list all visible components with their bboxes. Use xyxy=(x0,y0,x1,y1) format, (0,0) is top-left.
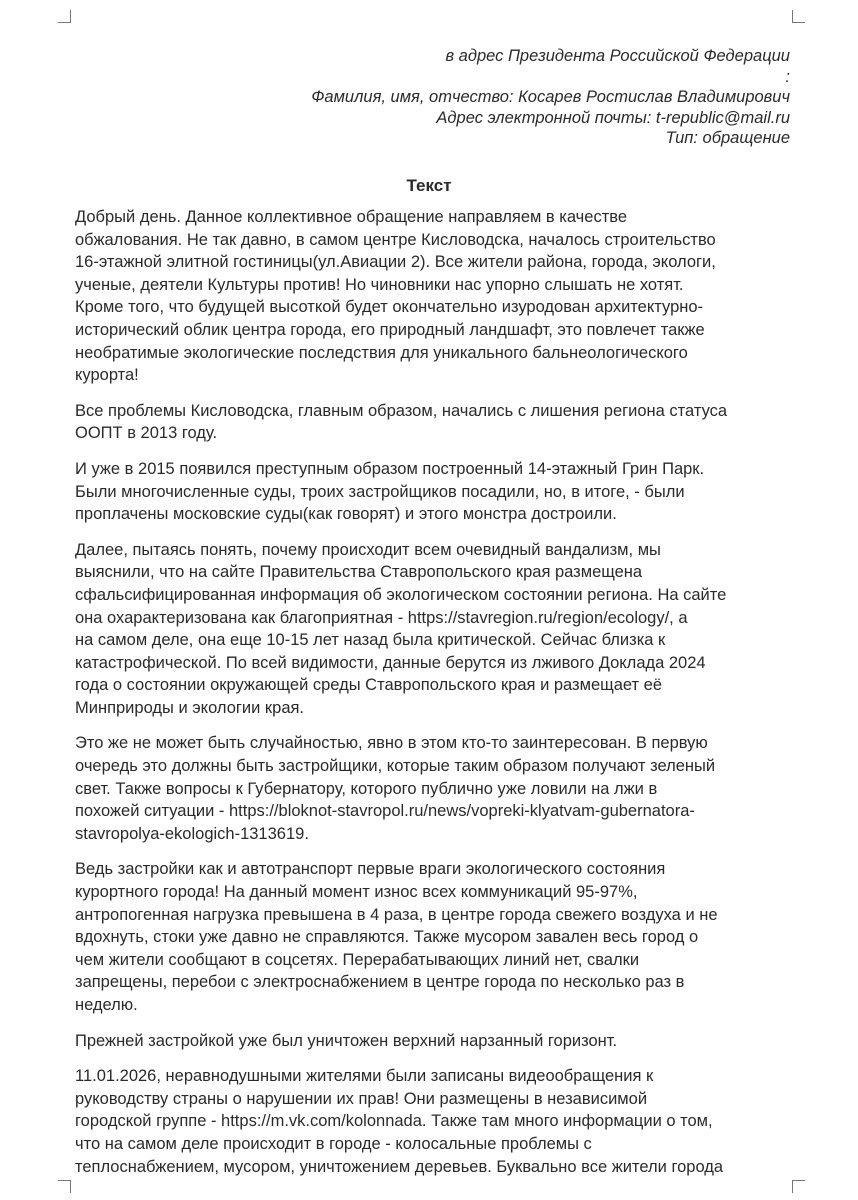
text-line: Ведь застройки как и автотранспорт первые враги экологического состояния xyxy=(75,860,666,879)
page-corner-mark xyxy=(792,10,805,23)
text-line: руководству страны о нарушении их прав! Они размещены в независимой xyxy=(75,1089,648,1108)
text-line: она охарактеризована как благоприятная - https://stavregion.ru/region/ecology/, а xyxy=(75,608,688,627)
text-line: Кроме того, что будущей высоткой будет окончательно изуродован архитектурно- xyxy=(75,298,704,317)
paragraph xyxy=(75,400,805,445)
header-addressee: в адрес Президента Российской Федерации xyxy=(445,47,790,65)
text-line: Добрый день. Данное коллективное обращение направляем в качестве xyxy=(75,208,628,226)
text-line: stavropolya-ekologich-1313619. xyxy=(75,824,309,843)
text-line: катастрофической. По всей видимости, данные берутся из лживого Доклада 2024 xyxy=(75,653,706,672)
text-line: Далее, пытаясь понять, почему происходит всем очевидный вандализм, мы xyxy=(75,540,661,559)
text-line: неделю. xyxy=(75,996,138,1014)
text-line: теплоснабжением, мусором, уничтожением деревьев. Буквально все жители города xyxy=(75,1157,724,1176)
text-line: курорта! xyxy=(75,366,139,385)
text-line: проплачены московские суды(как говорят) и этого монстра достроили. xyxy=(75,505,617,524)
text-line: городской группе - https://m.vk.com/kolonnada. Также там много информации о том, xyxy=(75,1112,713,1131)
text-line: 16-этажной элитной гостиницы(ул.Авиации 2). Все жители района, города, экологи, xyxy=(75,253,716,272)
text-line: Минприроды и экологии края. xyxy=(75,698,305,717)
paragraph xyxy=(75,858,805,1016)
paragraph xyxy=(75,458,805,526)
text-line: свет. Также вопросы к Губернатору, которого публично уже ловили на лжи в xyxy=(75,779,658,798)
text-line: Все проблемы Кисловодска, главным образом, начались с лишения региона статуса xyxy=(75,401,728,420)
paragraph xyxy=(75,539,805,720)
text-line: запрещены, перебои с электроснабжением в центре города по несколько раз в xyxy=(75,973,685,992)
paragraph xyxy=(75,1065,805,1178)
text-line: Это же не может быть случайностью, явно в этом кто-то заинтересован. В первую xyxy=(75,734,708,753)
paragraph xyxy=(75,732,805,845)
text-line: обжалования. Не так давно, в самом центре Кисловодска, началось строительство xyxy=(75,230,716,249)
header-full-name: Фамилия, имя, отчество: Косарев Ростислав Владимирович xyxy=(311,88,790,106)
addressee-header xyxy=(311,46,790,149)
text-line: И уже в 2015 появился преступным образом построенный 14-этажный Грин Парк. xyxy=(75,459,705,478)
text-line: ООПТ в 2013 году. xyxy=(75,424,218,443)
header-type: Тип: обращение xyxy=(665,129,790,147)
text-line: ученые, деятели Культуры против! Но чиновники нас упорно слышать не хотят. xyxy=(75,275,684,294)
header-colon: : xyxy=(785,67,790,86)
document-body xyxy=(75,206,805,1191)
text-line: похожей ситуации - https://bloknot-stavropol.ru/news/vopreki-klyatvam-gubernatora- xyxy=(75,802,695,821)
paragraph xyxy=(75,1030,805,1053)
text-line: на самом деле, она еще 10-15 лет назад была критической. Сейчас близка к xyxy=(75,631,666,650)
text-line: необратимые экологические последствия для уникального бальнеологического xyxy=(75,343,688,362)
page-corner-mark xyxy=(58,10,71,23)
document-title: Текст xyxy=(406,176,452,195)
text-line: вдохнуть, стоки уже давно не справляются. Также мусором завален весь город о xyxy=(75,928,699,947)
text-line: чем жители сообщают в соцсетях. Перерабатывающих линий нет, свалки xyxy=(75,950,640,969)
text-line: Прежней застройкой уже был уничтожен верхний нарзанный горизонт. xyxy=(75,1031,618,1050)
text-line: года о состоянии окружающей среды Ставропольского края и размещает её xyxy=(75,676,663,695)
text-line: курортного города! На данный момент износ всех коммуникаций 95-97%, xyxy=(75,883,638,902)
page-corner-mark xyxy=(58,1180,71,1193)
header-email: Адрес электронной почты: t-republic@mail.ru xyxy=(436,108,790,127)
text-line: что на самом деле происходит в городе - колосальные проблемы с xyxy=(75,1134,592,1153)
text-line: сфальсифицированная информация об экологическом состоянии региона. На сайте xyxy=(75,585,727,604)
paragraph xyxy=(75,206,805,387)
text-line: 11.01.2026, неравнодушными жителями были записаны видеообращения к xyxy=(75,1067,654,1086)
text-line: исторический облик центра города, его природный ландшафт, это повлечет также xyxy=(75,320,705,339)
text-line: выяснили, что на сайте Правительства Ставропольского края размещена xyxy=(75,563,643,582)
text-line: Были многочисленные суды, троих застройщиков посадили, но, в итоге, - были xyxy=(75,482,685,501)
text-line: очередь это должны быть застройщики, которые таким образом получают зеленый xyxy=(75,757,716,776)
text-line: антропогенная нагрузка превышена в 4 раза, в центре города свежего воздуха и не xyxy=(75,905,718,924)
